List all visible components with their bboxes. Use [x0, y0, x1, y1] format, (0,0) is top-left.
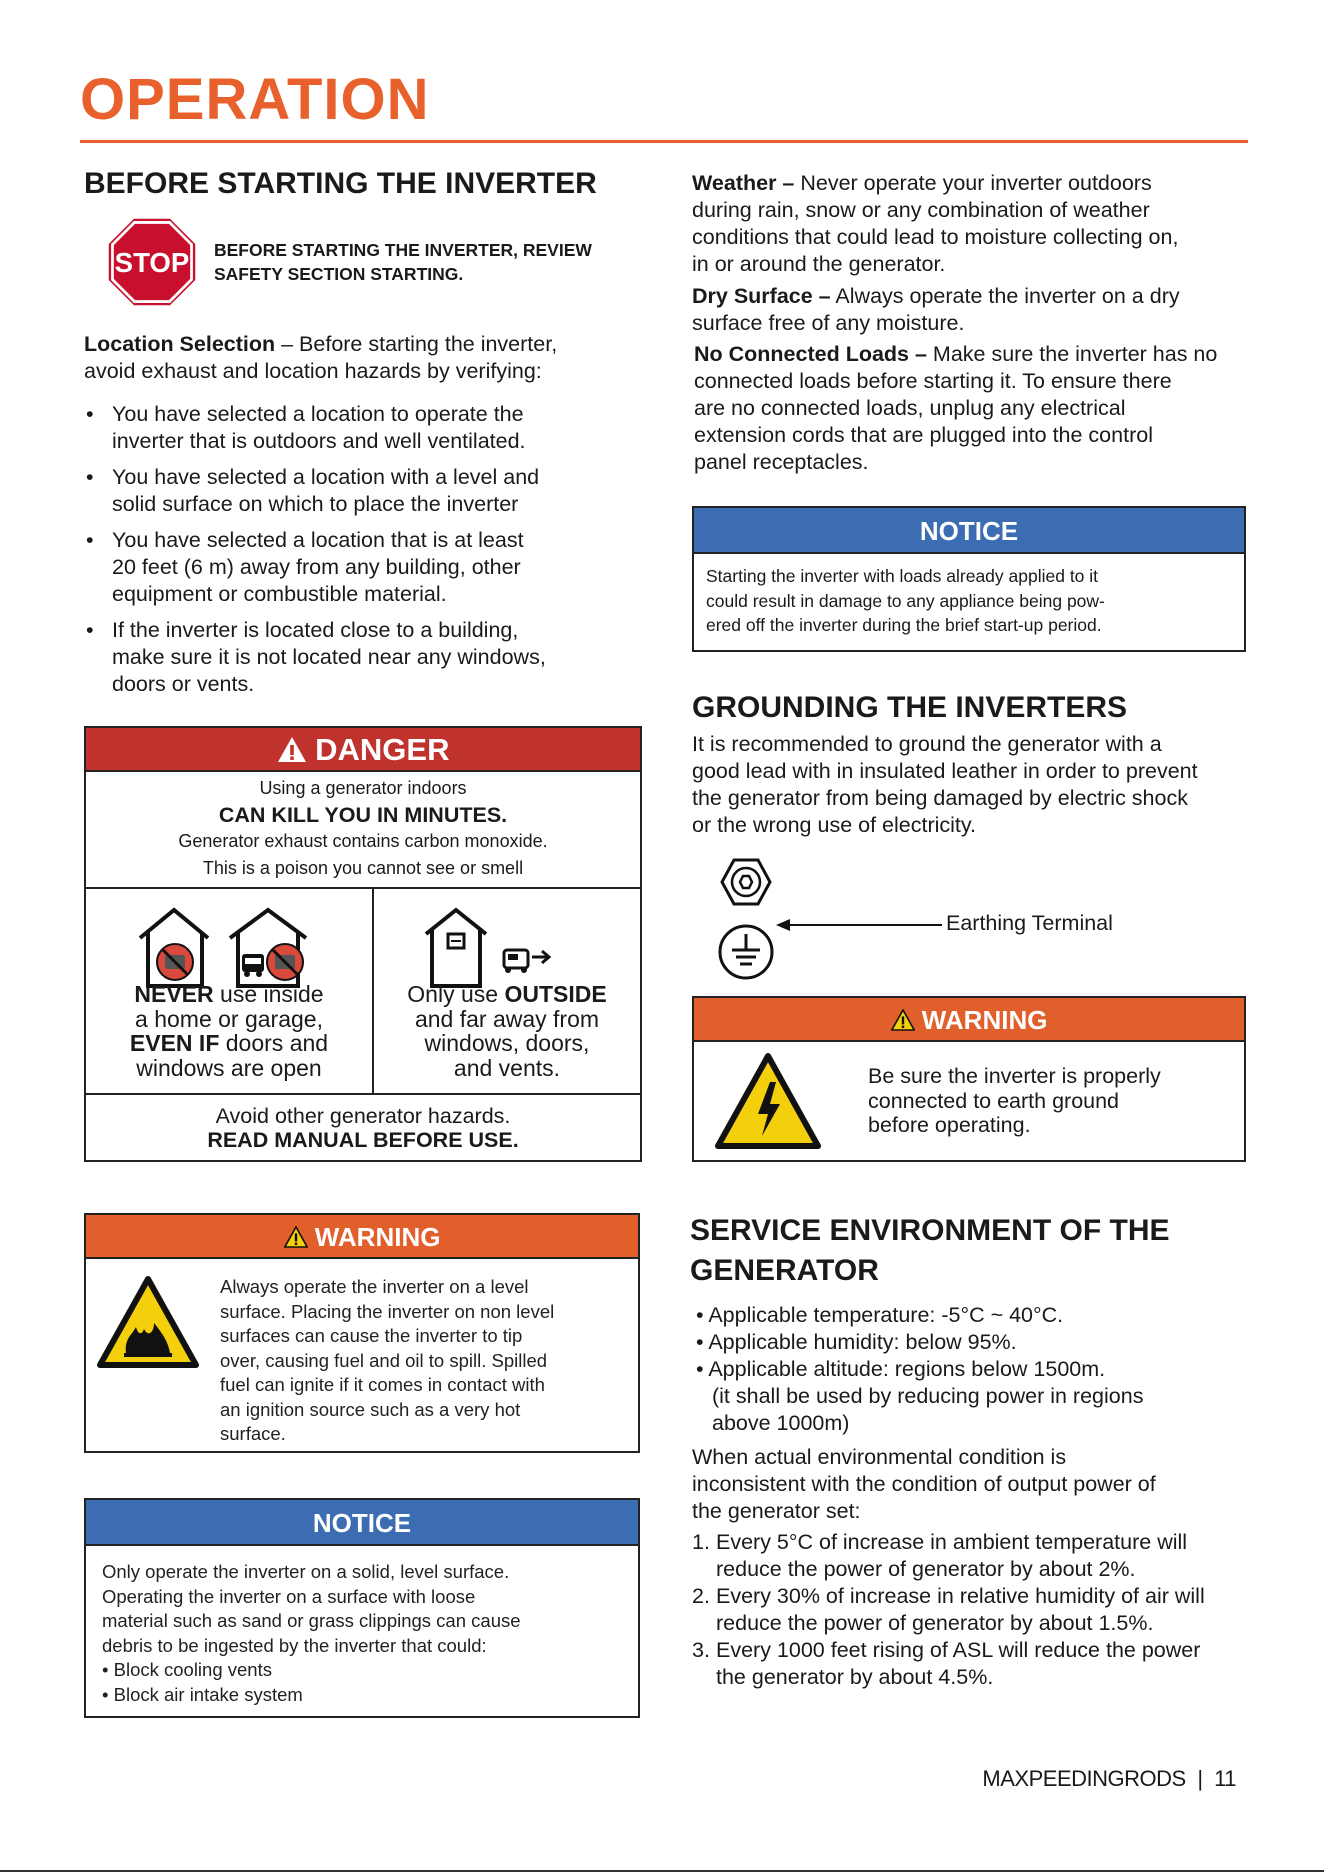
list-item-line: reduce the power of generator by about 1.5%. — [716, 1611, 1154, 1635]
never-line4: windows are open — [136, 1054, 322, 1081]
notice-box-loads — [692, 506, 1246, 652]
grounding-paragraph — [692, 731, 1198, 839]
list-item-line: Every 1000 feet rising of ASL will reduce the power — [716, 1638, 1201, 1662]
notice-text-line: • Block cooling vents — [102, 1659, 272, 1680]
list-item — [84, 617, 624, 698]
never-text: use inside — [213, 981, 324, 1007]
list-item-line: 20 feet (6 m) away from any building, other — [112, 555, 521, 579]
weather-line: during rain, snow or any combination of weather — [692, 198, 1150, 222]
list-item-line: solid surface on which to place the inverter — [112, 492, 519, 516]
danger-footer-line1: Avoid other generator hazards. — [215, 1104, 511, 1128]
list-item-line: make sure it is not located near any windows, — [112, 645, 546, 669]
list-item: • Applicable temperature: -5°C ~ 40°C. — [696, 1303, 1064, 1327]
ground-symbol-icon — [720, 926, 772, 978]
list-item-line: the generator by about 4.5%. — [716, 1665, 994, 1689]
dry-surface-label: Dry Surface – — [692, 284, 831, 308]
location-selection-text: – Before starting the inverter, — [275, 332, 558, 356]
no-generator-indoors-icon — [136, 904, 326, 990]
no-loads-line: Make sure the inverter has no — [926, 342, 1218, 366]
warning-triangle-icon — [284, 1226, 308, 1248]
only-line4: and vents. — [453, 1054, 561, 1081]
page-number: 11 — [1214, 1766, 1236, 1791]
location-bullet-list — [84, 401, 624, 707]
warning-text-line: fuel can ignite if it comes in contact with — [220, 1374, 545, 1395]
only-outside-text — [374, 982, 640, 1080]
list-item-number: 3. — [692, 1638, 710, 1662]
no-loads-line: connected loads before starting it. To ensure there — [694, 369, 1172, 393]
list-item-line: Every 5°C of increase in ambient temperature will — [716, 1530, 1188, 1554]
notice-text-line: debris to be ingested by the inverter that could: — [102, 1634, 487, 1656]
notice-title: NOTICE — [86, 1500, 638, 1546]
warning-box-earth — [692, 996, 1246, 1162]
page-title: OPERATION — [80, 67, 430, 132]
list-item-line: • If the inverter is located close to a building, — [112, 618, 519, 642]
notice-title: NOTICE — [694, 508, 1244, 554]
warning-header — [86, 1215, 638, 1259]
no-loads-line: panel receptacles. — [694, 450, 869, 474]
flammable-hazard-icon — [96, 1275, 200, 1369]
no-loads-line: are no connected loads, unplug any electrical — [694, 396, 1126, 420]
footer-brand: MAXPEEDINGRODS — [982, 1766, 1186, 1791]
section-title-service-environment — [690, 1211, 1170, 1291]
terminal-bolt-icon — [722, 860, 770, 904]
list-item: • Applicable altitude: regions below 1500m. — [696, 1357, 1106, 1381]
stop-notice-line1: BEFORE STARTING THE INVERTER, REVIEW — [214, 240, 592, 260]
page-footer — [982, 1766, 1236, 1792]
stop-sign-text: STOP — [114, 247, 190, 279]
weather-label: Weather – — [692, 171, 795, 195]
warning-triangle-icon — [891, 1009, 915, 1031]
grounding-line: the generator from being damaged by electric shock — [692, 786, 1188, 810]
list-item — [692, 1637, 1272, 1691]
stop-notice-line2: SAFETY SECTION STARTING. — [214, 264, 464, 284]
no-loads-label: No Connected Loads – — [694, 342, 927, 366]
never-line2: a home or garage, — [135, 1005, 323, 1032]
warning-text-line: surfaces can cause the inverter to tip — [220, 1325, 523, 1346]
never-indoors-text — [86, 982, 372, 1080]
never-label: NEVER — [134, 981, 214, 1007]
danger-divider — [86, 1093, 640, 1095]
notice-text-line: • Block air intake system — [102, 1683, 303, 1705]
only-line2: and far away from — [414, 1005, 600, 1032]
notice-text-line: Operating the inverter on a surface with loose — [102, 1585, 476, 1607]
stop-sign-icon — [106, 216, 198, 308]
warning-title: WARNING — [921, 1005, 1048, 1035]
warning-earth-text — [868, 1064, 1161, 1138]
danger-title: DANGER — [315, 732, 450, 767]
notice-text-line: material such as sand or grass clippings can cause — [102, 1610, 521, 1631]
warning-text-line: Be sure the inverter is properly — [868, 1064, 1161, 1088]
section-title-grounding: GROUNDING THE INVERTERS — [692, 691, 1128, 724]
danger-line1: Using a generator indoors — [259, 778, 467, 798]
outside-label: OUTSIDE — [504, 981, 607, 1007]
service-numbered-list — [692, 1529, 1272, 1691]
no-loads-line: extension cords that are plugged into the control — [694, 423, 1153, 447]
weather-line: in or around the generator. — [692, 252, 946, 276]
warning-text-line: connected to earth ground — [868, 1088, 1120, 1113]
list-item-line: doors or vents. — [112, 672, 255, 696]
list-item-line: inverter that is outdoors and well ventilated. — [112, 429, 526, 453]
notice-text — [102, 1560, 521, 1707]
list-item-number: 2. — [692, 1584, 710, 1608]
only-use-text: Only use — [407, 981, 505, 1007]
list-item-continuation: (it shall be used by reducing power in regions — [712, 1384, 1144, 1408]
list-item-line: • You have selected a location with a level and — [112, 465, 540, 489]
warning-title: WARNING — [314, 1222, 441, 1252]
location-selection-line2: avoid exhaust and location hazards by verifying: — [84, 359, 542, 383]
even-if-label: EVEN IF — [129, 1030, 220, 1056]
footer-separator: | — [1197, 1766, 1203, 1791]
list-item — [692, 1529, 1272, 1583]
title-divider — [80, 140, 1248, 143]
section-title-before-starting: BEFORE STARTING THE INVERTER — [84, 167, 597, 200]
warning-text-line: over, causing fuel and oil to spill. Spilled — [220, 1349, 548, 1371]
warning-text-line: Always operate the inverter on a level — [220, 1276, 529, 1297]
service-title-line1: SERVICE ENVIRONMENT OF THE — [690, 1214, 1170, 1247]
warning-fire-text — [220, 1275, 554, 1447]
list-item-line: • You have selected a location to operate the — [112, 402, 524, 426]
warning-text-line: an ignition source such as a very hot — [220, 1398, 521, 1420]
danger-line4: This is a poison you cannot see or smell — [202, 858, 524, 878]
earthing-terminal-label: Earthing Terminal — [946, 911, 1113, 935]
location-selection-paragraph — [84, 331, 557, 385]
list-item-line: • You have selected a location that is at least — [112, 528, 524, 552]
notice-box-level-surface — [84, 1498, 640, 1718]
notice-text-line: could result in damage to any appliance being pow- — [706, 590, 1105, 611]
danger-footer-line2: READ MANUAL BEFORE USE. — [207, 1128, 519, 1152]
earthing-terminal-diagram — [718, 856, 958, 986]
notice-text-line: Only operate the inverter on a solid, level surface. — [102, 1561, 510, 1582]
list-item-number: 1. — [692, 1530, 710, 1554]
grounding-line: or the wrong use of electricity. — [692, 813, 977, 837]
service-conditions — [696, 1302, 1143, 1437]
list-item — [84, 401, 624, 455]
danger-divider — [86, 887, 640, 889]
dry-surface-paragraph — [692, 283, 1180, 337]
notice-text-line: ered off the inverter during the brief start-up period. — [706, 615, 1102, 635]
list-item-line: Every 30% of increase in relative humidity of air will — [716, 1584, 1205, 1608]
electric-shock-hazard-icon — [714, 1052, 822, 1150]
generator-outdoors-icon — [422, 904, 572, 990]
danger-header — [86, 728, 640, 772]
warning-triangle-icon — [277, 736, 307, 763]
weather-paragraph — [692, 170, 1178, 278]
service-intro-line: When actual environmental condition is — [692, 1445, 1067, 1469]
danger-line2: CAN KILL YOU IN MINUTES. — [218, 803, 508, 827]
warning-text-line: surface. Placing the inverter on non level — [220, 1300, 555, 1322]
weather-line: Never operate your inverter outdoors — [794, 171, 1152, 195]
notice-loads-text — [706, 564, 1105, 638]
list-item — [84, 464, 624, 518]
notice-text-line: Starting the inverter with loads already applied to it — [706, 566, 1099, 586]
service-intro-line: the generator set: — [692, 1499, 861, 1523]
danger-box — [84, 726, 642, 1162]
danger-line3: Generator exhaust contains carbon monoxide. — [178, 831, 548, 851]
warning-text-line: before operating. — [868, 1113, 1031, 1137]
even-if-text: doors and — [219, 1030, 329, 1056]
list-item — [84, 527, 624, 608]
service-title-line2: GENERATOR — [690, 1254, 879, 1287]
warning-box-fire — [84, 1213, 640, 1453]
no-loads-paragraph — [694, 341, 1217, 476]
stop-notice — [214, 238, 592, 286]
dry-surface-line: Always operate the inverter on a dry — [830, 284, 1180, 308]
danger-intro — [86, 772, 640, 882]
grounding-line: good lead with in insulated leather in order to prevent — [692, 759, 1198, 783]
dry-surface-line: surface free of any moisture. — [692, 311, 965, 335]
list-item — [692, 1583, 1272, 1637]
location-selection-label: Location Selection — [84, 332, 276, 356]
warning-header — [694, 998, 1244, 1042]
service-intro — [692, 1444, 1156, 1525]
list-item-line: equipment or combustible material. — [112, 582, 447, 606]
danger-footer — [86, 1104, 640, 1152]
weather-line: conditions that could lead to moisture collecting on, — [692, 225, 1179, 249]
list-item: • Applicable humidity: below 95%. — [696, 1330, 1017, 1354]
warning-text-line: surface. — [220, 1423, 286, 1444]
grounding-line: It is recommended to ground the generator with a — [692, 732, 1162, 756]
service-intro-line: inconsistent with the condition of output power of — [692, 1472, 1156, 1496]
only-line3: windows, doors, — [424, 1030, 590, 1056]
list-item-continuation: above 1000m) — [712, 1411, 850, 1435]
list-item-line: reduce the power of generator by about 2%. — [716, 1557, 1136, 1581]
